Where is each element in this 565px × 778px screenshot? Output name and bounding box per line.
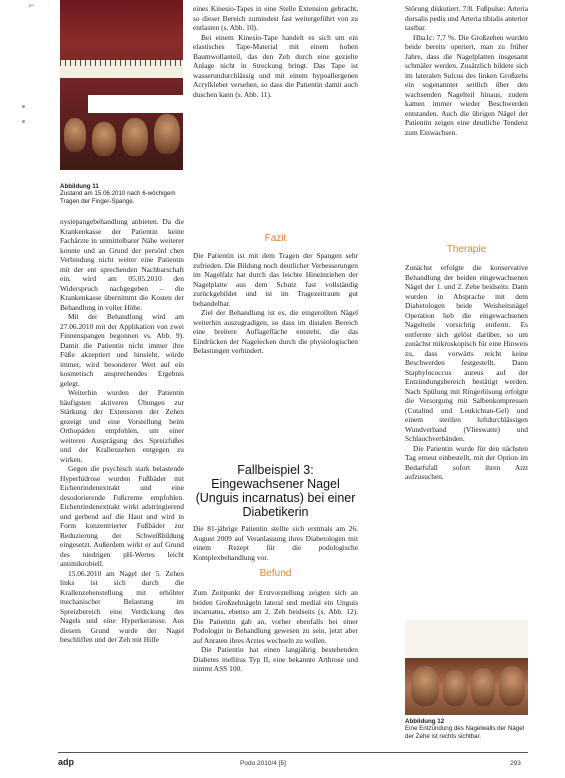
figure-12-caption	[405, 718, 528, 740]
toe-shape	[411, 666, 439, 706]
margin-mark: ⌐	[29, 0, 35, 10]
margin-dot	[22, 120, 25, 123]
publisher-logo: adp	[58, 757, 75, 767]
ruler-graphic	[60, 60, 183, 78]
therapie-heading: Therapie	[446, 244, 487, 255]
toe-shape	[443, 670, 467, 706]
toe-shape	[64, 118, 86, 152]
fazit-heading: Fazit	[264, 233, 287, 244]
tape-strip	[88, 95, 183, 113]
befund-section	[193, 588, 358, 674]
fazit-section	[193, 251, 358, 356]
paragraph: Die Patientin wurde für den nächsten Tag erneut einbestellt, mit der Option im Bedarfsfall sofort ihren Arzt aufzusuchen.	[405, 443, 528, 481]
paragraph: Die Patientin ist mit dem Tragen der Spangen sehr zufrieden. Die Bildung noch deutlicher Verbesserungen im Nagelfalz hat durch das leichte Hineinziehen der Nagelplatte aus dem Schutz fast vollständig zurückgebildet und ist im Tragezeitraum gut behandelbar.	[193, 251, 358, 308]
paragraph: Gegen die psychisch stark belastende Hyperhidrose wurden Fußbäder mit Eichenrindenextrakt und eine desodorierende Fußcreme empfohlen. Eichenrindenextrakt wirkt adstringierend und gerbend auf die Haut und wird in Form konzentrierter Fußbäder zur Reduzierung der Schweißbildung eingesetzt. Außerdem wirkt er auf Grund des niedrigen pH-Wertes leicht antimikrobiell.	[60, 464, 184, 568]
column-2-top	[193, 4, 358, 99]
toe-shape	[122, 118, 148, 156]
paragraph: Störung diskutiert. 7/8. Fußpulse: Arteria dorsalis pedis und Arteria tibialis anterior tastbar.	[405, 4, 528, 32]
paragraph: nysiepangebehandlung anbieten. Da die Krankenkasse der Patientin keine Fachärzte in unmittelbarer Nähe weiterer konnte und an Grund der persönl chen Verbindung nicht weiter eine Patientin mit der ent sprechenden Nachbarschaft ein, wird am 05.05.2010 den Widerspruch nachgegeben – die Krankenkasse übernimmt die Kosten der Behandlung in voller Höhe.	[60, 217, 184, 312]
paragraph: Zum Zeitpunkt der Erstvorstellung zeigten sich an beiden Großzehnägeln lateral und medial ein Unguis incarnatus, ebenso am 2. Zeh beidseits (s. Abb. 12). Die Patientin gab an, vorher ebenfalls bei einer Podologin in Behandlung gewesen zu sein, jetzt aber auf Anraten ihres Arztes wechseln zu wollen.	[193, 588, 358, 645]
figure-12-text: Eine Entzündung des Nagelwalls der Nägel der Zehe ist rechts sichtbar.	[405, 725, 525, 740]
paragraph: Hba1c: 7,7 %. Die Großzehen wurden beide bereits operiert, man zu früher Jahre, dass die Nagelplatten insgesamt schmäler werden. Zusätzlich bildete sich im lateralen Sulcus des linken Großzehs ein sogenannter seitlich über den wachsenden Nagelteil hinaus, zudem kamen immer wieder Beschwerden entstanden. Auch die übrigen Nägel der Patientin zeigen eine deutliche Tendenz zum Einwachsen.	[405, 32, 528, 137]
photo-overexposed-area	[405, 620, 528, 658]
margin-dot	[22, 105, 25, 108]
paragraph: 15.06.2010 am Nagel der 5. Zehen links ist sich durch die Krallenzehenstellung mit erhöhter mechanischer Belastung im Spreizbereich eine Verdickung des Nagels und eine Hyperkeratose. Aus diesem Grund wurde der Nagel beschliffen und der Zeh mit Hilfe	[60, 568, 184, 644]
case-title: Fallbeispiel 3: Eingewachsener Nagel (Unguis incarnatus) bei einer Diabetikerin	[195, 463, 356, 519]
paragraph: Die Patientin hat einen langjährig bestehenden Diabetes mellitus Typ II, eine bekannte Arthrose und nimmt ASS 100.	[193, 645, 358, 673]
paragraph: Bei einem Kinesio-Tape handelt es sich um ein elastisches Tape-Material mit einem hohen Baumwollanteil, das den Zeh durch eine gezielte Anlage nicht in Streckung bringt. Das Tape ist wasserundurchlässig und mit einem hypoallergenen Acrylkleber versehen, so dass die Patientin damit auch duschen kann (s. Abb. 11).	[193, 32, 358, 99]
figure-12-photo	[405, 620, 528, 715]
toe-shape	[471, 668, 495, 706]
column-3-top	[405, 4, 528, 137]
paragraph: Mit der Behandlung wird am 27.06.2010 mit der Applikation von zwei Finnenspangen begonnen vs. Abb. 9). Damit die Patientin nicht immer ihre Füße akzeptiert und hinsieht, würde immer, wird besonderer Wert auf ein kosmetisch ansprechendes Ergebnis gelegt.	[60, 312, 184, 388]
toe-shape	[154, 114, 180, 154]
column-1	[60, 217, 184, 645]
footer-rule	[58, 752, 528, 753]
paragraph: Zunächst erfolgte die konservative Behandlung der beiden eingewachsenen Nägel der 1. und 2. Zehe beidseits. Dann wurden in Absprache mit dem Diabetologen beide Weisheitsnägel Operation lieb die eingewachsenen Nagelteile vorsichtig entfernt. Es entfernte sich gelöst darüber, so um zunächst mikroskopisch für eine Hinweis zu, dass vorwärts reicht keine Beschwerden festgestellt. Dann Staphylococcus aureus auf der Entzündungsbereich bestätigt werden. Nach Spülung mit Ringerlösung erfolgte die Versorgung mit Salbenkompressen (Cutalind und Leukichtan-Gel) und einem sterilen luftdurchlässigen Wundverband (Vlieswatte) und Schlauchverbänden.	[405, 263, 528, 443]
therapie-section	[405, 263, 528, 482]
toe-shape	[92, 122, 116, 156]
figure-11-photo	[60, 0, 183, 170]
paragraph: Die 81-jährige Patientin stellte sich erstmals am 26. August 2009 auf Veranlassung ihres Diabetologen mit einem Rezept für die podologische Komplexbehandlung vor.	[193, 524, 358, 562]
figure-11-text: Zustand am 15.06.2010 nach 6-wöchigem Tragen der Finger-Spange.	[60, 190, 176, 205]
page-number: 293	[510, 760, 521, 767]
figure-11-caption	[60, 183, 190, 205]
figure-11-label: Abbildung 11	[60, 183, 99, 190]
paragraph: eines Kinesio-Tapes in eine Stelle Extension gebracht, so dieser Bereich zumindest fast weitergeführt von zu entlasten (s. Abb. 10).	[193, 4, 358, 32]
figure-12-label: Abbildung 12	[405, 718, 445, 725]
footer-journal: Podo 2010/4 [5]	[240, 760, 286, 767]
case-intro	[193, 524, 358, 562]
paragraph: Ziel der Behandlung ist es, die eingerollten Nägel weiterhin auszugradigen, so dass im distalen Bereich eine breitere Auflagefläche entsteht, die das Eindrücken der Nagelecken durch die physiologischen Belastungen verhindert.	[193, 308, 358, 355]
toe-shape	[499, 666, 525, 706]
befund-heading: Befund	[259, 568, 292, 579]
paragraph: Weiterhin wurden der Patientin häufigsten aktiveren Übungen zur Stärkung der Extensoren der Zehen gezeigt und eine Vorstellung beim Orthopäden empfohlen, um einer weiteren Ausprägung des Spreizfußes und der Krallenzehen entgegen zu wirken.	[60, 388, 184, 464]
